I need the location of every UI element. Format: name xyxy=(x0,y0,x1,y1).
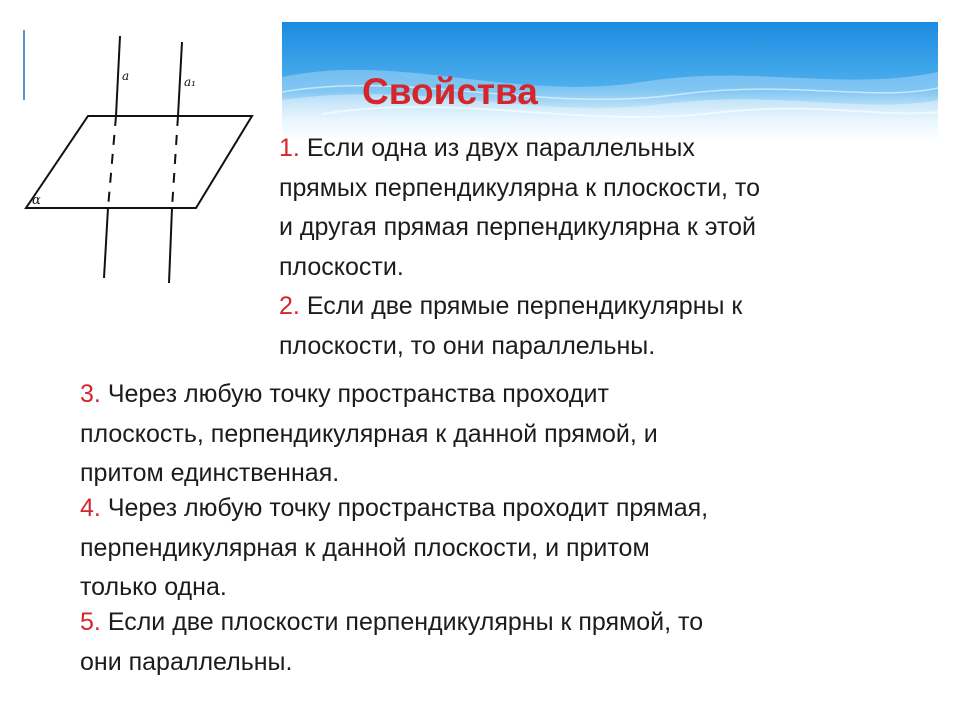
property-4-number: 4. xyxy=(80,494,101,522)
property-4-line-2: перпендикулярная к данной плоскости, и притом xyxy=(80,533,650,562)
property-5-line-1 xyxy=(80,603,940,643)
property-3-line-1 xyxy=(80,375,940,415)
line-a1-hidden xyxy=(172,116,178,208)
property-3-text-1: Через любую точку пространства проходит xyxy=(107,380,609,408)
property-4-line-1 xyxy=(80,489,940,529)
line-a-label: a xyxy=(122,69,130,83)
property-1-line-1 xyxy=(279,129,919,169)
plane-label: α xyxy=(32,193,41,208)
property-4 xyxy=(80,489,940,608)
property-5 xyxy=(80,603,940,682)
perpendicular-lines-plane-diagram xyxy=(20,28,260,288)
property-3 xyxy=(80,375,940,494)
property-5-text-1: Если две плоскости перпендикулярны к прямой, то xyxy=(107,608,704,636)
property-1-text-1: Если одна из двух параллельных xyxy=(306,134,695,162)
line-a1-lower xyxy=(169,208,172,283)
property-2-text-1: Если две прямые перпендикулярны к xyxy=(306,292,743,320)
property-5-number: 5. xyxy=(80,608,101,636)
property-2-line-1 xyxy=(279,287,919,327)
property-1-line-3: и другая прямая перпендикулярна к этой xyxy=(279,213,756,241)
property-1-number: 1. xyxy=(279,134,300,162)
line-a-lower xyxy=(104,208,108,278)
property-3-number: 3. xyxy=(80,380,101,408)
property-4-text-1: Через любую точку пространства проходит прямая, xyxy=(107,494,709,522)
property-4-line-3: только одна. xyxy=(80,573,227,601)
slide-title: Свойства xyxy=(362,71,538,112)
property-3-line-3: притом единственная. xyxy=(80,459,340,487)
property-1-line-2: прямых перпендикулярна к плоскости, то xyxy=(279,173,760,202)
property-3-line-2: плоскость, перпендикулярная к данной прямой, и xyxy=(80,419,658,448)
property-1-line-4: плоскости. xyxy=(279,252,404,281)
property-2 xyxy=(279,287,919,366)
line-a1-label: a₁ xyxy=(184,75,196,89)
line-a-hidden xyxy=(108,116,116,208)
line-a-upper xyxy=(116,36,120,116)
property-5-line-2: они параллельны. xyxy=(80,647,293,676)
plane-parallelogram xyxy=(26,116,252,208)
property-1 xyxy=(279,129,919,287)
property-2-number: 2. xyxy=(279,292,300,320)
line-a1-upper xyxy=(178,42,182,116)
property-2-line-2: плоскости, то они параллельны. xyxy=(279,331,656,360)
